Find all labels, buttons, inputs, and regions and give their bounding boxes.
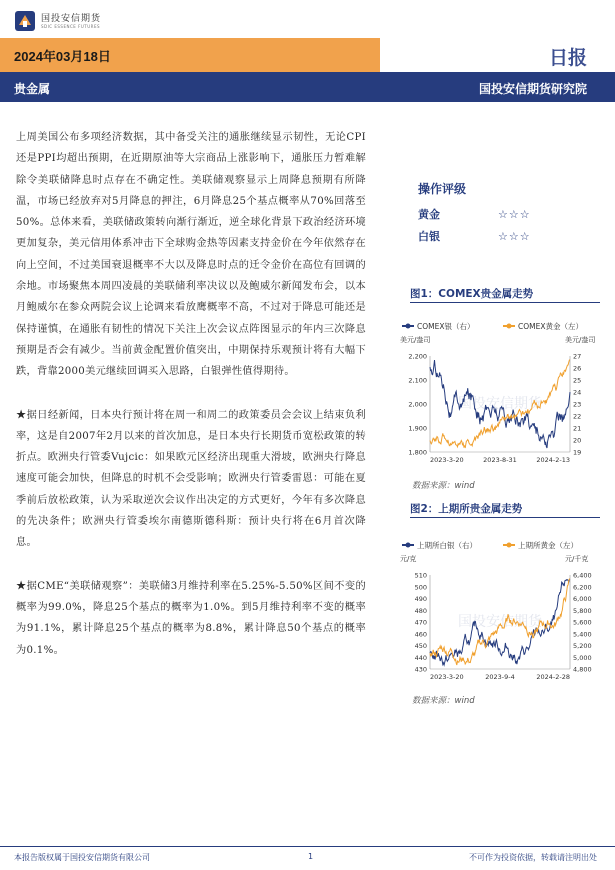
logo-mark-icon xyxy=(14,10,36,32)
x-tick-label: 2023-3-20 xyxy=(430,456,464,464)
left-tick-label: 500 xyxy=(414,583,427,592)
x-tick-label: 2023-9-4 xyxy=(485,673,515,681)
rating-name: 黄金 xyxy=(418,208,440,221)
footer-rule xyxy=(0,846,615,847)
rating-panel xyxy=(418,180,578,247)
left-tick-label: 2,200 xyxy=(408,352,427,361)
page-number: 1 xyxy=(308,852,314,861)
report-date: 2024年03月18日 xyxy=(14,49,111,64)
watermark-text: 国投安信期货 xyxy=(458,614,542,630)
right-axis-unit: 美元/盎司 xyxy=(565,336,596,344)
right-tick-label: 4,800 xyxy=(573,665,592,674)
left-tick-label: 490 xyxy=(414,595,427,603)
x-tick-label: 2023-8-31 xyxy=(483,456,517,464)
right-tick-label: 27 xyxy=(573,352,582,361)
legend-label: 上期所黄金（左） xyxy=(518,541,578,550)
legend-marker xyxy=(507,324,512,329)
main-commentary xyxy=(16,127,366,683)
right-tick-label: 5,600 xyxy=(573,618,592,627)
left-tick-label: 440 xyxy=(414,653,427,662)
right-tick-label: 5,000 xyxy=(573,653,592,662)
star-rating-icon: ☆☆☆ xyxy=(498,207,531,221)
institute-name: 国投安信期货研究院 xyxy=(478,82,587,96)
figure1-chart xyxy=(398,318,603,468)
footer-disclaimer: 不可作为投资依据，转载请注明出处 xyxy=(469,853,597,862)
right-tick-label: 19 xyxy=(573,448,582,457)
left-tick-label: 430 xyxy=(414,665,427,674)
left-tick-label: 460 xyxy=(414,630,427,639)
left-tick-label: 470 xyxy=(414,618,427,627)
doc-type: 日报 xyxy=(548,47,587,69)
legend-label: 上期所白银（右） xyxy=(417,541,477,550)
figure1-source: 数据来源：wind xyxy=(412,481,475,491)
left-tick-label: 2,000 xyxy=(408,400,427,409)
paragraph-3: ★据CME“美联储观察”：美联储3月维持利率在5.25%-5.50%区间不变的概率为99.0%，降息25个基点的概率为1.0%。到5月维持利率不变的概率为91.1%，累计降息25个基点的概率为8.8%，累计降息50个基点的概率为0.1%。 xyxy=(16,580,366,656)
logo-text-en: SDIC ESSENCE FUTURES xyxy=(41,23,101,29)
left-tick-label: 510 xyxy=(414,571,427,580)
legend-label: COMEX黄金（左） xyxy=(518,322,583,331)
rating-row-silver xyxy=(418,225,578,247)
right-tick-label: 21 xyxy=(573,424,582,433)
right-axis-unit: 元/千克 xyxy=(565,555,589,563)
rating-name: 白银 xyxy=(418,230,440,243)
left-tick-label: 480 xyxy=(414,606,427,615)
right-tick-label: 25 xyxy=(573,376,582,385)
right-tick-label: 20 xyxy=(573,436,582,445)
right-tick-label: 6,200 xyxy=(573,583,592,592)
rating-title: 操作评级 xyxy=(418,182,467,196)
logo-text-cn: 国投安信期货 xyxy=(41,13,102,24)
figure2-title: 图2：上期所贵金属走势 xyxy=(410,503,523,515)
figure2-chart xyxy=(398,537,603,685)
left-tick-label: 1,800 xyxy=(408,448,427,457)
footer-copyright: 本报告版权属于国投安信期货有限公司 xyxy=(14,853,150,862)
left-tick-label: 450 xyxy=(414,642,427,650)
paragraph-2: ★据日经新闻，日本央行预计将在周一和周二的政策委员会会议上结束负利率，这是自2007年2月以来的首次加息，是日本央行长期货币宽松政策的转折点。欧洲央行管委Vujcic：如果欧元区经济出现重大滑坡，欧洲央行降息速度可能会加快，但降息的时机不会受影响；欧洲央行管委雷恩：可能在夏季前后放松政策，认为采取逆次会议作出决定的方式更好，今年有多次降息的先决条件；欧洲央行管委埃尔南德斯德科斯：预计央行将在6月首次降息。 xyxy=(16,409,366,549)
right-tick-label: 6,400 xyxy=(573,571,592,580)
x-tick-label: 2023-3-20 xyxy=(430,673,464,681)
left-axis-unit: 元/克 xyxy=(400,555,417,563)
right-tick-label: 23 xyxy=(573,400,582,409)
figure2-rule xyxy=(410,517,600,518)
left-axis-unit: 美元/盎司 xyxy=(400,336,431,344)
x-tick-label: 2024-2-13 xyxy=(536,456,570,464)
legend-marker xyxy=(507,543,512,548)
figure2-source: 数据来源：wind xyxy=(412,696,475,706)
legend-marker xyxy=(406,324,411,329)
paragraph-1: 上周美国公布多项经济数据，其中备受关注的通胀继续显示韧性，无论CPI还是PPI均超出预期，在近期原油等大宗商品上涨影响下，通胀压力暂难解除令美联储降息时点存在不确定性。美联储观察显示上周降息预期有所降温，市场已经放弃对5月降息的押注，6月降息25个基点概率从70%回落至50%。总体来看，美联储政策转向渐行渐近，逆全球化背景下政治经济环境更加复杂，美元信用体系冲击下全球购金热等因素支持金价在今年依然存在向上空间，不过美国衰退概率不大以及降息时点的迁令金价在高位有回调的余地。市场聚焦本周四凌晨的美联储利率决议以及鲍威尔新闻发布会，以本月鲍威尔在参众两院会议上论调来看放鹰概率不高，不过对于降息可能还是保持谨慎，在通胀有韧性的情况下关注上次会议点阵图显示的年内三次降息预期是否会有减少。当前黄金配置价值突出，中期保持乐观预计将有大幅下跌，背靠2000美元继续回调买入思路，白银弹性值得期待。 xyxy=(16,132,366,378)
category-label: 贵金属 xyxy=(14,82,51,96)
legend-label: COMEX银（右） xyxy=(417,322,475,331)
star-rating-icon: ☆☆☆ xyxy=(498,229,531,243)
right-tick-label: 5,400 xyxy=(573,630,592,639)
rating-row-gold xyxy=(418,203,578,225)
figure1-rule xyxy=(410,302,600,303)
watermark-text: 国投安信期货 xyxy=(458,396,542,412)
right-tick-label: 5,800 xyxy=(573,606,592,615)
right-tick-label: 6,000 xyxy=(573,595,592,603)
right-tick-label: 22 xyxy=(573,412,582,421)
x-tick-label: 2024-2-28 xyxy=(536,673,570,681)
right-tick-label: 24 xyxy=(573,388,582,397)
company-logo xyxy=(14,10,101,32)
legend-marker xyxy=(406,543,411,548)
left-tick-label: 1,900 xyxy=(408,424,427,433)
right-tick-label: 26 xyxy=(573,364,582,373)
right-tick-label: 5,200 xyxy=(573,642,592,650)
left-tick-label: 2,100 xyxy=(408,376,427,385)
figure1-title: 图1：COMEX贵金属走势 xyxy=(410,288,534,300)
